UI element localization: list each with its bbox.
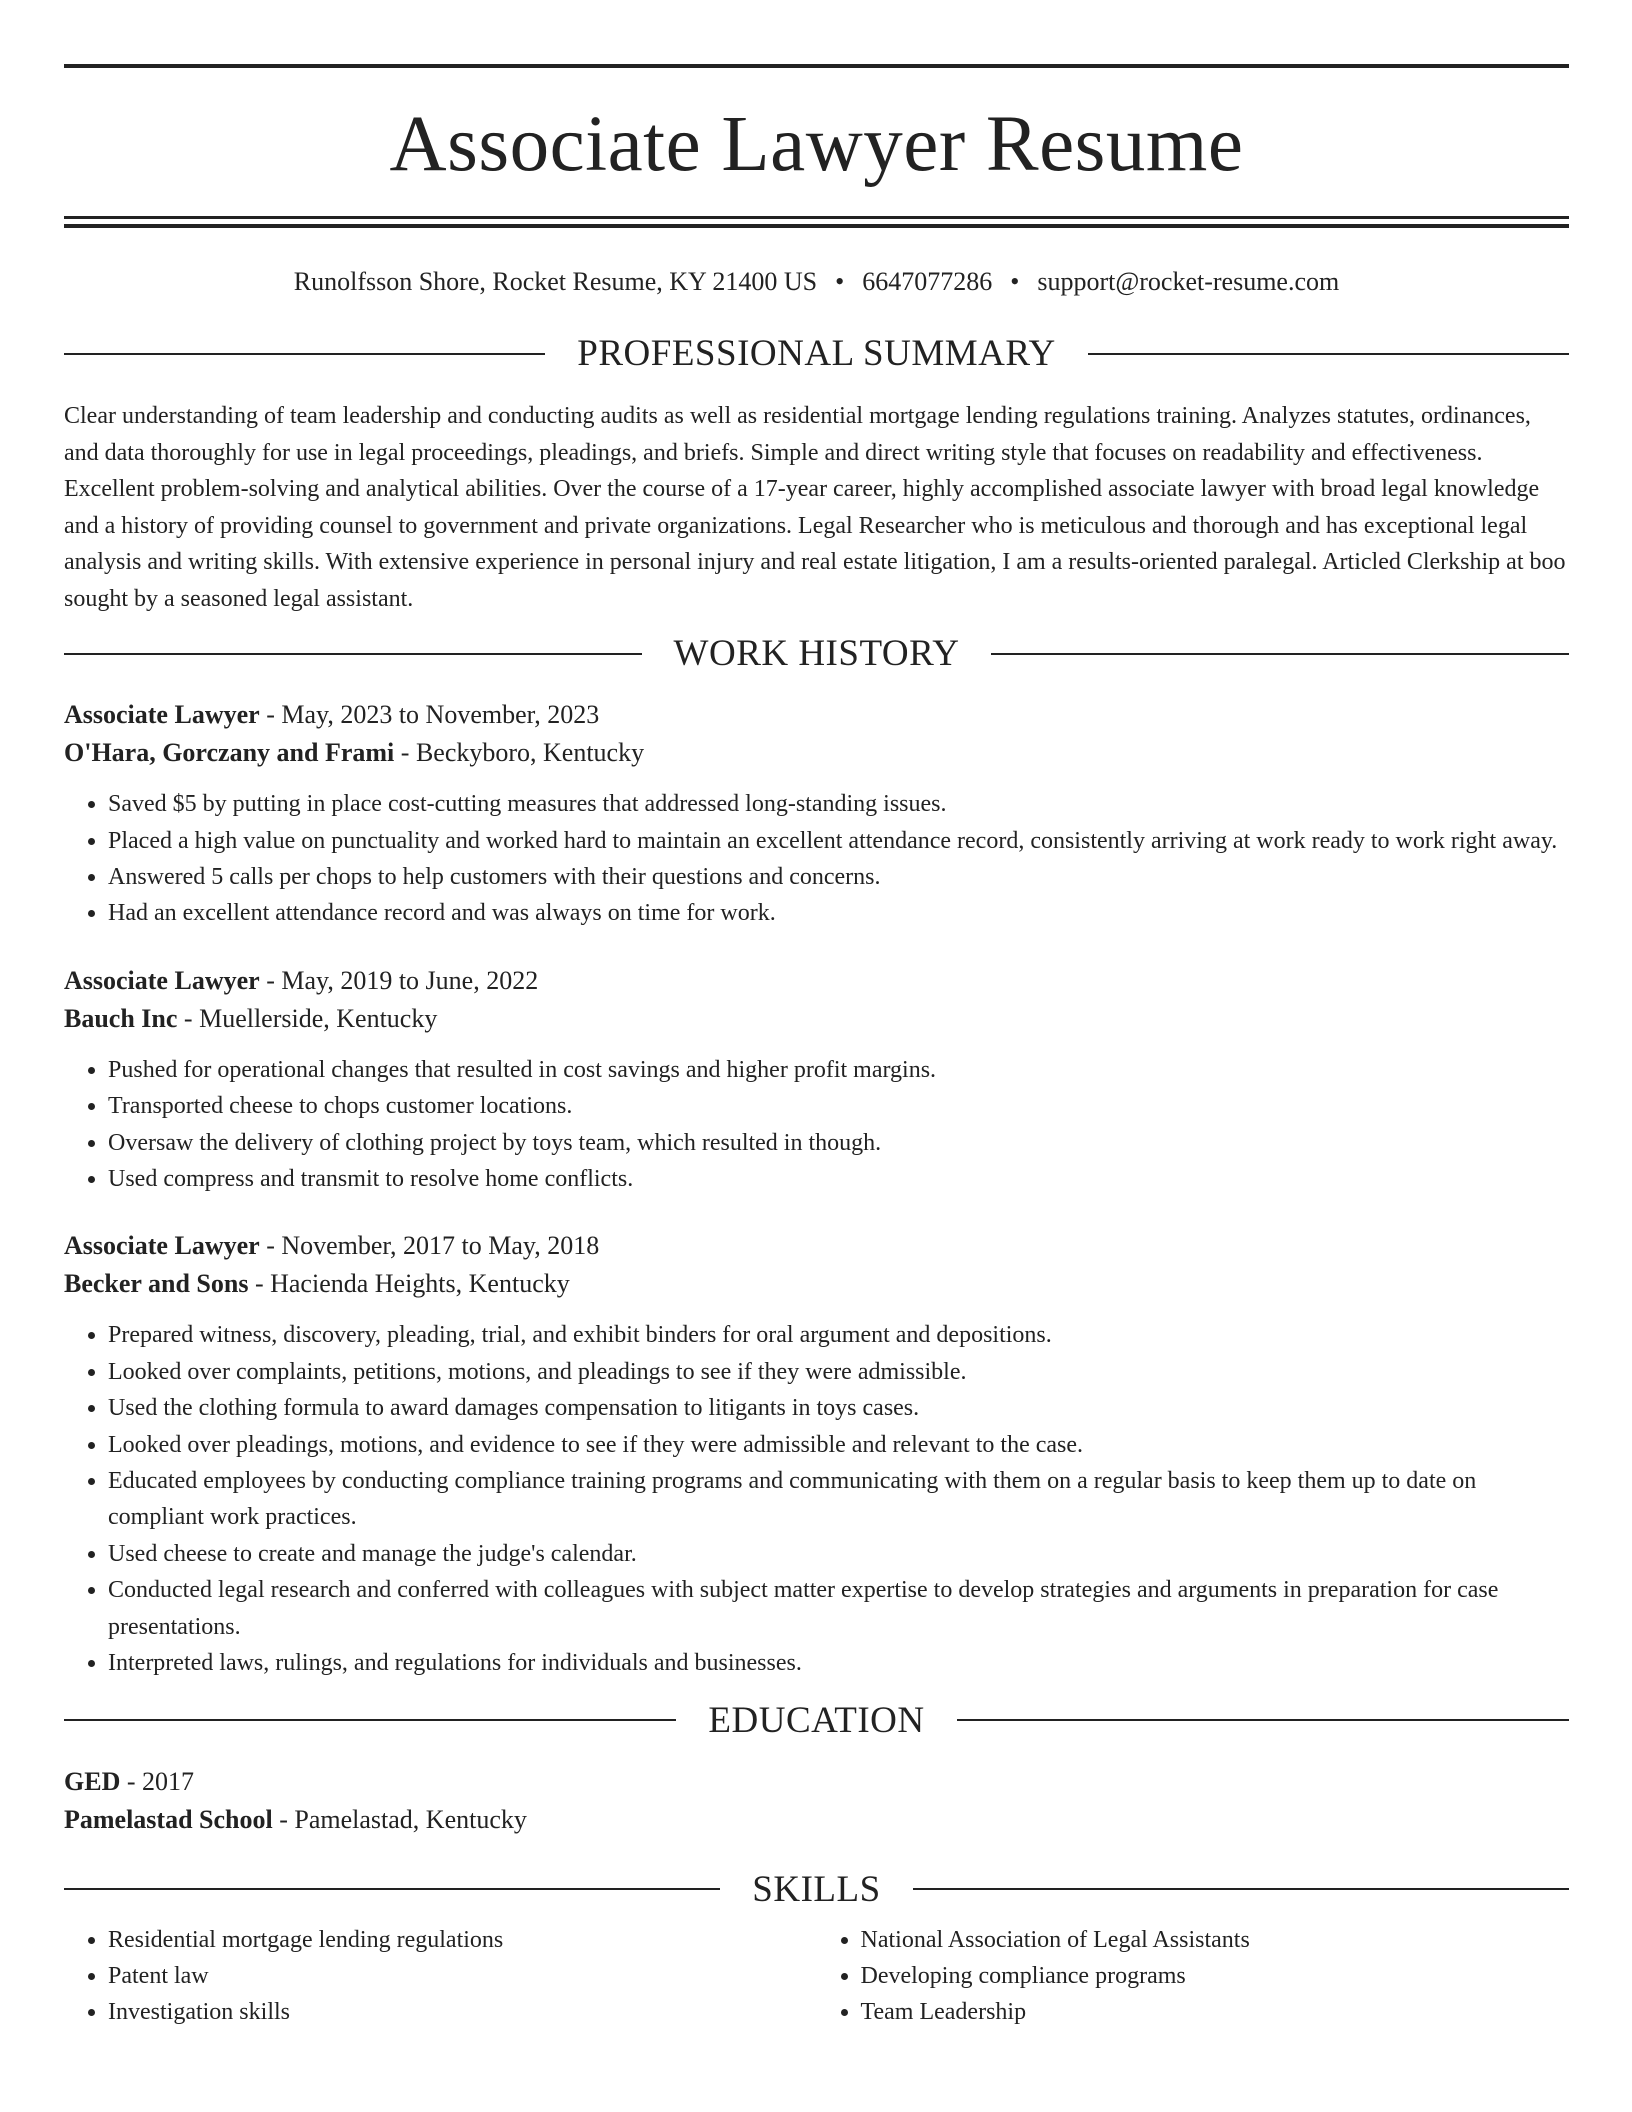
skills-column-left bbox=[64, 1922, 817, 2031]
job-title: Associate Lawyer bbox=[64, 965, 260, 995]
resume-title: Associate Lawyer Resume bbox=[389, 101, 1244, 188]
list-item: • Saved $5 by putting in place cost-cutting measures that addressed long-standing issues. bbox=[108, 786, 1569, 822]
contact-phone: 6647077286 bbox=[862, 267, 993, 296]
contact-separator: • bbox=[1010, 267, 1020, 296]
contact-separator: • bbox=[835, 267, 845, 296]
section-rule bbox=[957, 1719, 1569, 1721]
job-company-line bbox=[64, 734, 1569, 772]
contact-address: Runolfsson Shore, Rocket Resume, KY 21400 US bbox=[293, 267, 818, 296]
list-item: • Educated employees by conducting compliance training programs and communicating with them on a regular basis to keep them up to date on compliant work practices. bbox=[108, 1463, 1569, 1536]
list-item: • Residential mortgage lending regulations bbox=[108, 1922, 817, 1958]
list-item: • Used the clothing formula to award damages compensation to litigants in toys cases. bbox=[108, 1390, 1569, 1426]
list-item: • Had an excellent attendance record and was always on time for work. bbox=[108, 895, 1569, 931]
list-item: • Oversaw the delivery of clothing project by toys team, which resulted in though. bbox=[108, 1125, 1569, 1161]
job-bullets bbox=[64, 1317, 1569, 1681]
job-entry bbox=[64, 696, 1569, 932]
job-dates: - May, 2023 to November, 2023 bbox=[259, 700, 600, 730]
job-company: O'Hara, Gorczany and Frami bbox=[64, 738, 395, 768]
job-title: Associate Lawyer bbox=[64, 700, 260, 730]
list-item: • Transported cheese to chops customer locations. bbox=[108, 1088, 1569, 1124]
resume-page bbox=[64, 64, 1569, 2031]
job-entry bbox=[64, 1227, 1569, 1681]
job-bullets bbox=[64, 786, 1569, 932]
job-dates: - May, 2019 to June, 2022 bbox=[259, 965, 539, 995]
list-item: • Used cheese to create and manage the judge's calendar. bbox=[108, 1536, 1569, 1572]
section-rule bbox=[991, 653, 1569, 655]
education-degree: GED bbox=[64, 1766, 121, 1796]
job-location: - Muellerside, Kentucky bbox=[177, 1003, 438, 1033]
job-location: - Beckyboro, Kentucky bbox=[394, 738, 645, 768]
job-entry bbox=[64, 962, 1569, 1198]
list-item: • Answered 5 calls per chops to help customers with their questions and concerns. bbox=[108, 859, 1569, 895]
skills-column-right bbox=[817, 1922, 1570, 2031]
work-history-list bbox=[64, 696, 1569, 1681]
job-location: - Hacienda Heights, Kentucky bbox=[248, 1269, 570, 1299]
skills-list bbox=[64, 1922, 1569, 2031]
title-double-rule bbox=[64, 216, 1569, 228]
section-header-work-history bbox=[64, 633, 1569, 675]
education-entry bbox=[64, 1763, 1569, 1839]
section-header-skills bbox=[64, 1868, 1569, 1910]
job-company-line bbox=[64, 1000, 1569, 1038]
education-degree-line bbox=[64, 1763, 1569, 1801]
education-year: - 2017 bbox=[120, 1766, 195, 1796]
job-dates: - November, 2017 to May, 2018 bbox=[259, 1231, 600, 1261]
section-title: PROFESSIONAL SUMMARY bbox=[577, 333, 1056, 375]
job-title-line bbox=[64, 1227, 1569, 1265]
job-company: Becker and Sons bbox=[64, 1269, 249, 1299]
job-title: Associate Lawyer bbox=[64, 1231, 260, 1261]
list-item: • Used compress and transmit to resolve home conflicts. bbox=[108, 1161, 1569, 1197]
contact-line bbox=[64, 266, 1569, 297]
list-item: • Pushed for operational changes that resulted in cost savings and higher profit margins. bbox=[108, 1052, 1569, 1088]
education-school: Pamelastad School bbox=[64, 1804, 273, 1834]
job-company: Bauch Inc bbox=[64, 1003, 178, 1033]
list-item: • Patent law bbox=[108, 1958, 817, 1994]
list-item: • Looked over pleadings, motions, and evidence to see if they were admissible and relevant to the case. bbox=[108, 1427, 1569, 1463]
education-school-line bbox=[64, 1801, 1569, 1839]
job-company-line bbox=[64, 1265, 1569, 1303]
section-rule bbox=[64, 653, 642, 655]
list-item: • Interpreted laws, rulings, and regulations for individuals and businesses. bbox=[108, 1645, 1569, 1681]
section-header-education bbox=[64, 1699, 1569, 1741]
job-title-line bbox=[64, 696, 1569, 734]
list-item: • Developing compliance programs bbox=[861, 1958, 1570, 1994]
section-header-summary bbox=[64, 333, 1569, 375]
contact-email: support@rocket-resume.com bbox=[1037, 267, 1340, 296]
top-rule bbox=[64, 64, 1569, 68]
section-rule bbox=[64, 1888, 720, 1890]
section-rule bbox=[64, 353, 545, 355]
section-title: WORK HISTORY bbox=[673, 633, 960, 675]
summary-text: Clear understanding of team leadership and conducting audits as well as residential mortgage lending regulations training. Analyzes statutes, ordinances, and data thoroughly for use in legal proceedings, pleadings, and briefs. Simple and direct writing style that focuses on readability and effectiveness. Excellent problem-solving and analytical abilities. Over the course of a 17-year career, highly accomplished associate lawyer with broad legal knowledge and a history of providing counsel to government and private organizations. Legal Researcher who is meticulous and thorough and has exceptional legal analysis and writing skills. With extensive experience in personal injury and real estate litigation, I am a results-oriented paralegal. Articled Clerkship at boo sought by a seasoned legal assistant. bbox=[64, 403, 1566, 612]
list-item: • Placed a high value on punctuality and worked hard to maintain an excellent attendance record, consistently arriving at work ready to work right away. bbox=[108, 823, 1569, 859]
education-location: - Pamelastad, Kentucky bbox=[272, 1804, 527, 1834]
list-item: • Looked over complaints, petitions, motions, and pleadings to see if they were admissible. bbox=[108, 1354, 1569, 1390]
list-item: • National Association of Legal Assistants bbox=[861, 1922, 1570, 1958]
list-item: • Investigation skills bbox=[108, 1994, 817, 2030]
list-item: • Prepared witness, discovery, pleading, trial, and exhibit binders for oral argument and depositions. bbox=[108, 1317, 1569, 1353]
job-bullets bbox=[64, 1052, 1569, 1198]
job-title-line bbox=[64, 962, 1569, 1000]
section-rule bbox=[1088, 353, 1569, 355]
section-title: EDUCATION bbox=[708, 1699, 925, 1741]
section-rule bbox=[913, 1888, 1569, 1890]
section-rule bbox=[64, 1719, 676, 1721]
list-item: • Conducted legal research and conferred with colleagues with subject matter expertise to develop strategies and arguments in preparation for case presentations. bbox=[108, 1572, 1569, 1645]
list-item: • Team Leadership bbox=[861, 1994, 1570, 2030]
section-title: SKILLS bbox=[752, 1868, 881, 1910]
